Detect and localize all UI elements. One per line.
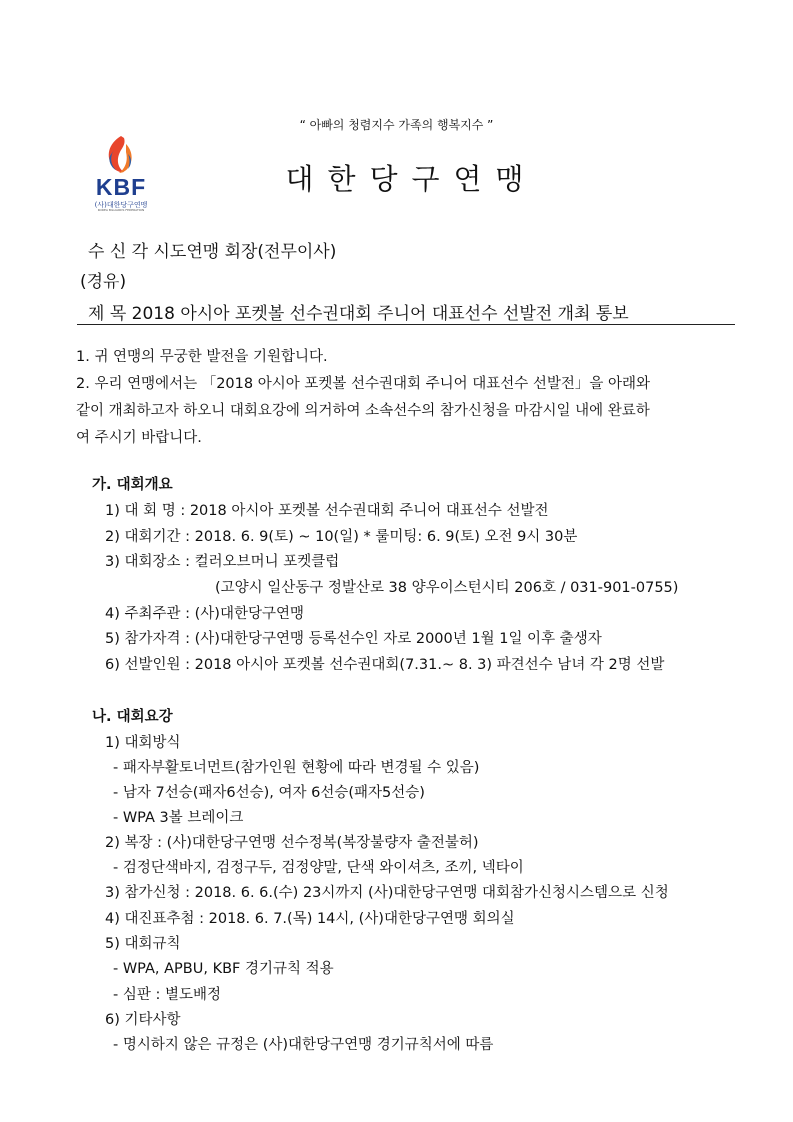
logo-english-name: KOREA BILLIARDS FEDERATION: [97, 208, 145, 212]
list-item: - 심판 : 별도배정: [113, 987, 221, 1003]
intro-line: 여 주시기 바랍니다.: [76, 430, 202, 446]
list-item: 5) 대회규칙: [105, 936, 181, 952]
list-item: 5) 참가자격 : (사)대한당구연맹 등록선수인 자로 2000년 1월 1일 이후 출생자: [105, 631, 602, 647]
section-heading: 나. 대회요강: [92, 709, 173, 725]
subject-underline: [77, 324, 735, 325]
list-item: - 명시하지 않은 규정은 (사)대한당구연맹 경기규칙서에 따름: [113, 1037, 494, 1053]
list-item: - WPA 3볼 브레이크: [113, 810, 244, 826]
list-item: - 패자부활토너먼트(참가인원 현황에 따라 변경될 수 있음): [113, 760, 480, 776]
list-item: 1) 대 회 명 : 2018 아시아 포켓볼 선수권대회 주니어 대표선수 선발전: [105, 503, 549, 519]
list-item: - 남자 7선승(패자6선승), 여자 6선승(패자5선승): [113, 785, 425, 801]
via-line: (경유): [80, 272, 127, 292]
slogan: “ 아빠의 청렴지수 가족의 행복지수 ”: [299, 118, 494, 132]
list-item: 3) 참가신청 : 2018. 6. 6.(수) 23시까지 (사)대한당구연맹 대회참가신청시스템으로 신청: [105, 885, 669, 901]
intro-line: 같이 개최하고자 하오니 대회요강에 의거하여 소속선수의 참가신청을 마감시일 내에 완료하: [76, 403, 650, 419]
logo-subtitle: (사)대한당구연맹: [94, 201, 148, 209]
intro-line: 2. 우리 연맹에서는 「2018 아시아 포켓볼 선수권대회 주니어 대표선수 선발전」을 아래와: [76, 376, 651, 392]
list-item: 6) 선발인원 : 2018 아시아 포켓볼 선수권대회(7.31.~ 8. 3) 파견선수 남녀 각 2명 선발: [105, 657, 665, 673]
recipient-line: 수 신 각 시도연맹 회장(전무이사): [88, 242, 337, 262]
list-item: 1) 대회방식: [105, 735, 181, 751]
section-heading: 가. 대회개요: [92, 477, 173, 493]
list-item: 2) 대회기간 : 2018. 6. 9(토) ~ 10(일) * 룰미팅: 6. 9(토) 오전 9시 30분: [105, 529, 578, 545]
logo-text: KBF: [95, 174, 147, 200]
list-item: 3) 대회장소 : 컬러오브머니 포켓클럽: [105, 554, 340, 570]
list-item: 4) 주최주관 : (사)대한당구연맹: [105, 606, 304, 622]
list-item: (고양시 일산동구 정발산로 38 양우이스턴시티 206호 / 031-901-0755): [215, 580, 679, 596]
intro-line: 1. 귀 연맹의 무궁한 발전을 기원합니다.: [76, 349, 328, 365]
list-item: - 검정단색바지, 검정구두, 검정양말, 단색 와이셔츠, 조끼, 넥타이: [113, 860, 524, 876]
list-item: - WPA, APBU, KBF 경기규칙 적용: [113, 961, 334, 977]
list-item: 6) 기타사항: [105, 1012, 181, 1028]
list-item: 4) 대진표추첨 : 2018. 6. 7.(목) 14시, (사)대한당구연맹 회의실: [105, 911, 515, 927]
document-title: 대한당구연맹: [285, 162, 538, 196]
subject-line: 제 목 2018 아시아 포켓볼 선수권대회 주니어 대표선수 선발전 개최 통보: [88, 304, 629, 324]
list-item: 2) 복장 : (사)대한당구연맹 선수정복(복장불량자 출전불허): [105, 835, 479, 851]
